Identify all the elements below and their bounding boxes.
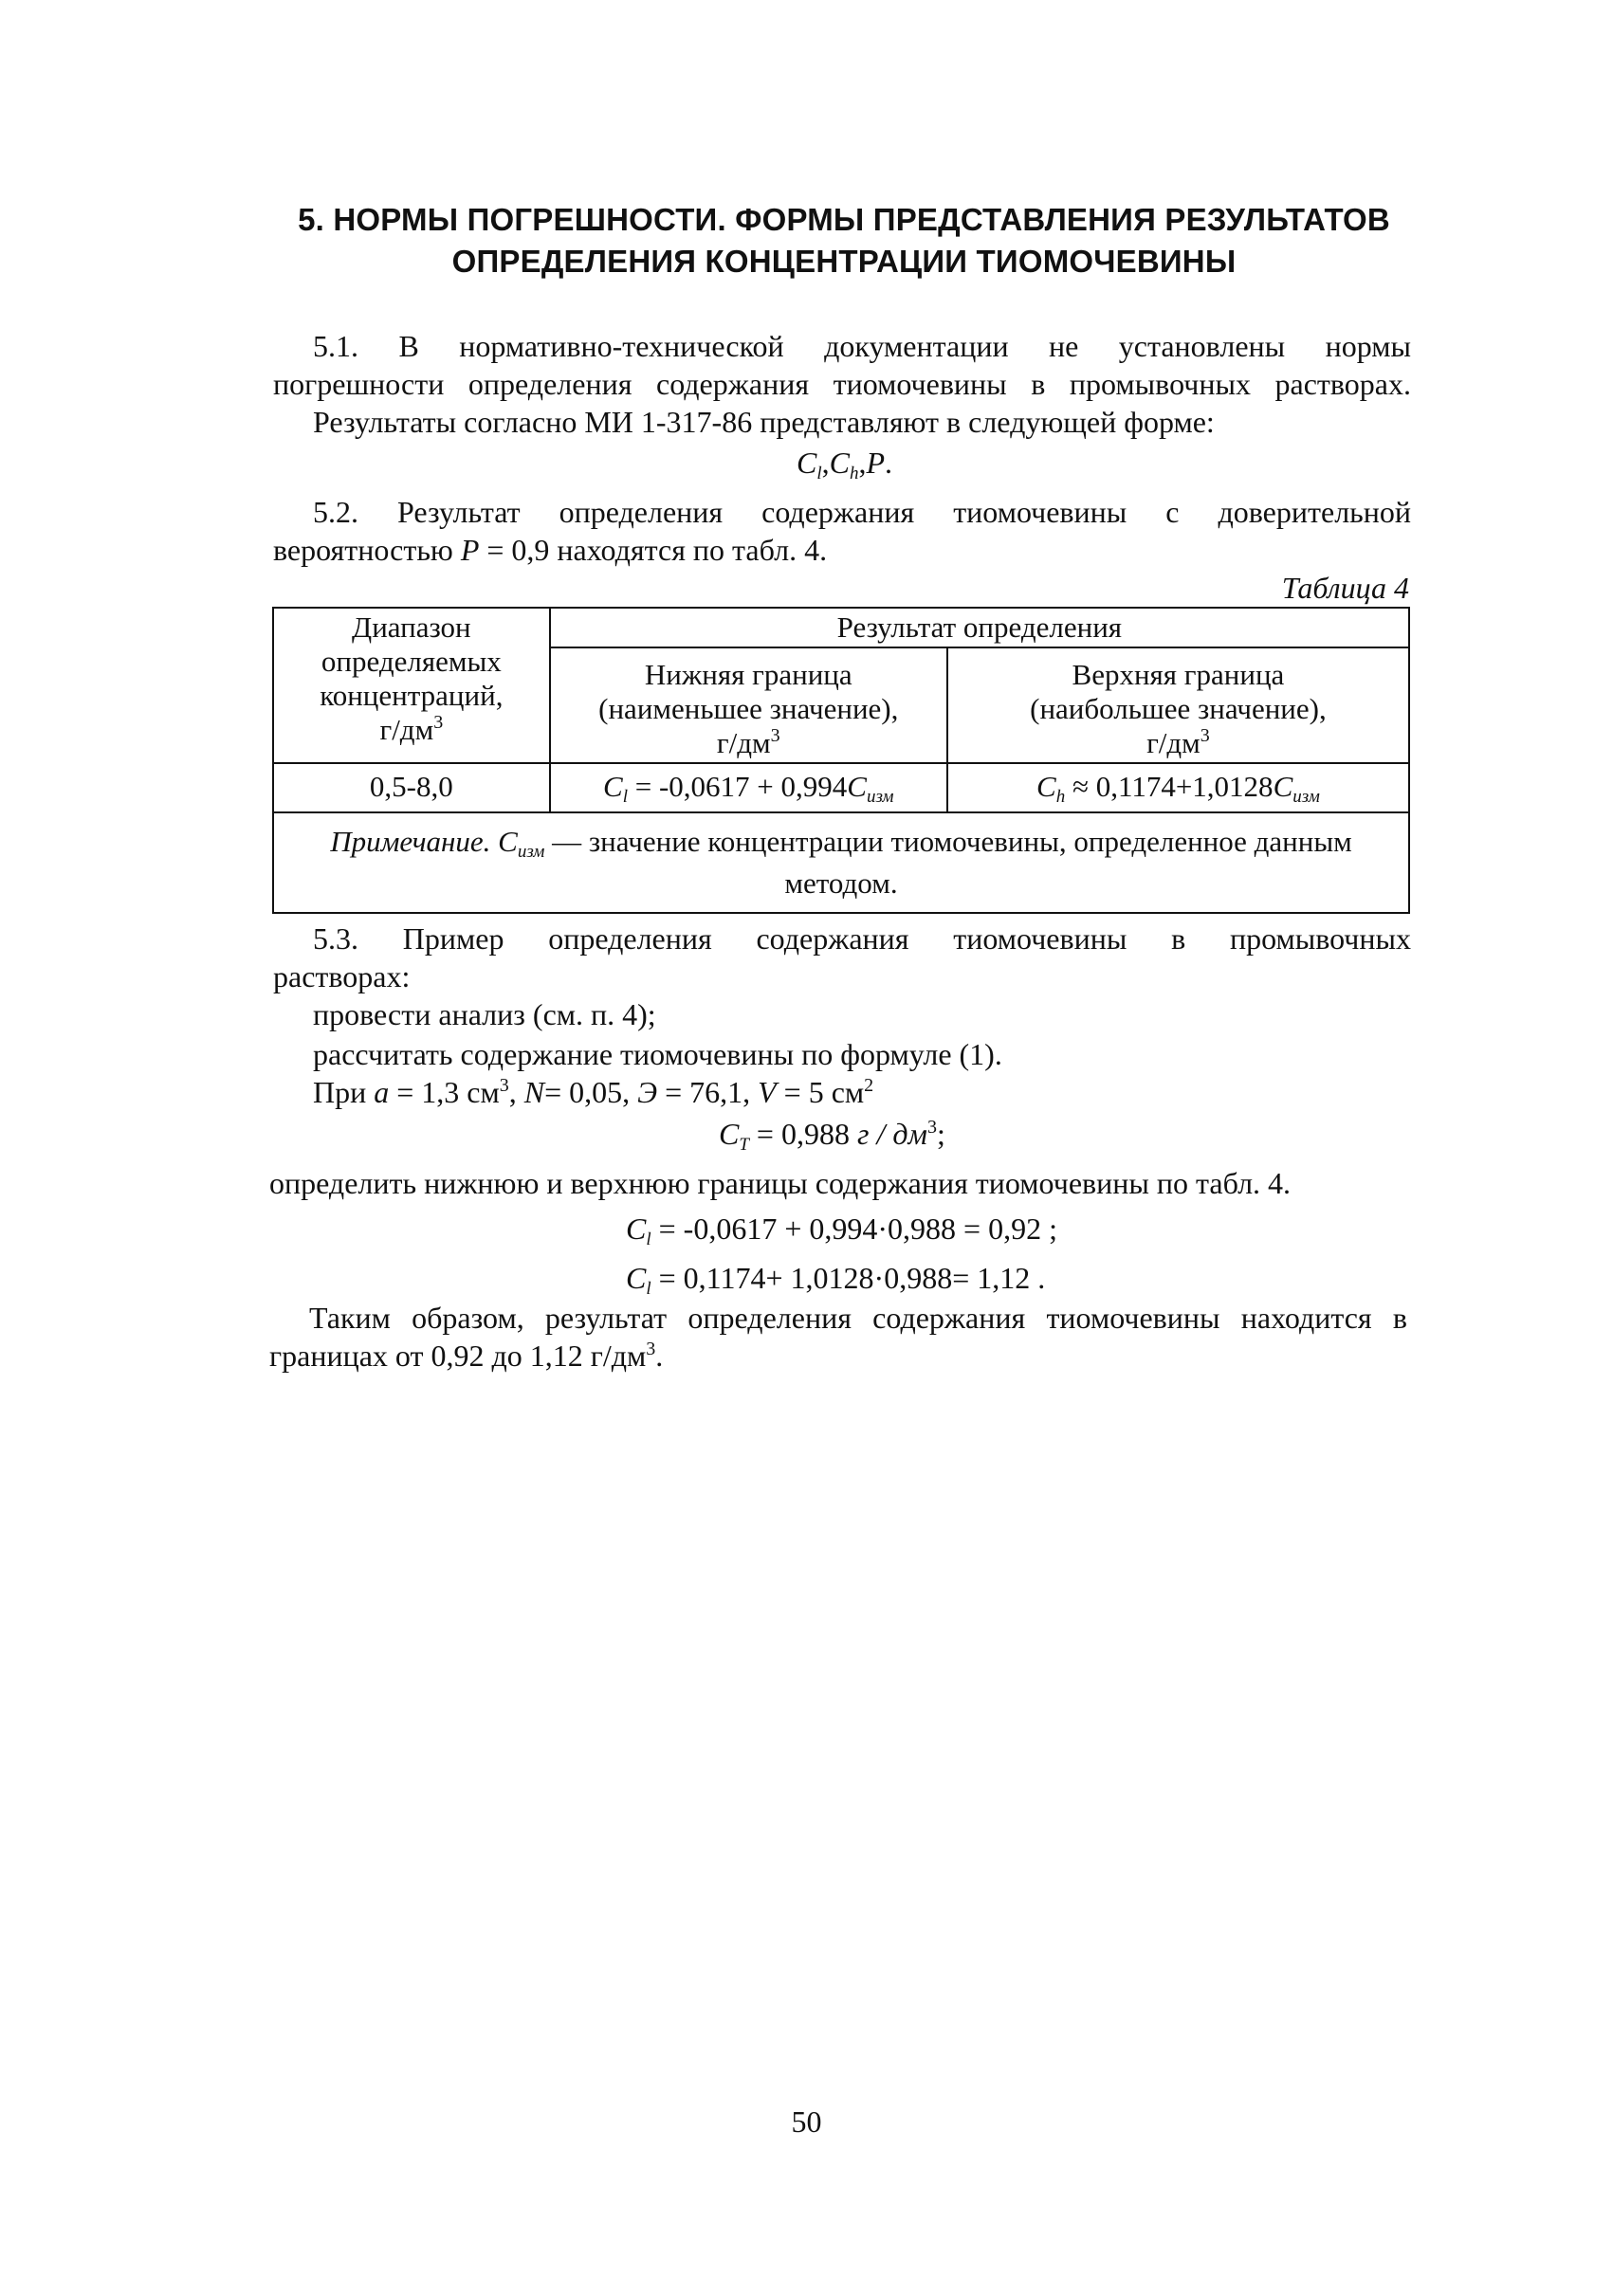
header-range: Диапазон определяемых концентраций, $г/дм^3$ [273,608,550,763]
cell-upper-formula: $C_h \approx 0,1174+1,0128C_{изм}$ [947,763,1409,812]
cell-lower-formula: $C_l = -0,0617 + 0,994C_{изм}$ [550,763,947,812]
p51-line-3: Результаты согласно МИ 1-317-86 представляют в следующей форме: [313,405,1215,439]
formula-ct: $C_T = 0,988$ г / $дм^3$; [719,1117,945,1155]
header-upper-bound: Верхняя граница (наибольшее значение), $г/дм^3$ [947,647,1409,763]
paragraph-5-3 [273,920,1411,995]
formula-result-form: $C_l,C_h,P$. [797,446,893,483]
header-result-group: Результат определения [550,608,1409,647]
heading-line-1: 5. НОРМЫ ПОГРЕШНОСТИ. ФОРМЫ ПРЕДСТАВЛЕНИЯ РЕЗУЛЬТАТОВ [298,202,1390,237]
p53-line-3: провести анализ (см. п. 4); [313,997,656,1031]
p53-line-2: растворах: [273,959,411,993]
p53-line-bounds: определить нижнюю и верхнюю границы содержания тиомочевины по табл. 4. [269,1166,1292,1200]
p52-line-1: 5.2. Результат определения содержания тиомочевины с доверительной [313,495,1411,529]
conclusion-line-2: границах от 0,92 до 1,12 $г/дм^3$. [269,1339,664,1373]
p52-line-2: вероятностью P = 0,9 находятся по табл. 4. [273,533,828,567]
table-row [273,763,1409,812]
p51-line-1: 5.1. В нормативно-технической документации не установлены нормы [313,329,1411,363]
p53-conditions: При a = 1,3 $см^3$, N= 0,05, Э = 76,1, V = 5 $см^2$ [313,1075,874,1109]
conclusion-paragraph [269,1299,1407,1375]
formula-upper-bound: $C_l = 0,1174+ 1,0128\cdot 0,988= 1,12$ . [626,1261,1046,1299]
table-caption: Таблица 4 [1281,571,1409,605]
p53-line-1: 5.3. Пример определения содержания тиомочевины в промывочных [313,921,1411,956]
p51-line-2: погрешности определения содержания тиомочевины в промывочных растворах. [273,367,1411,401]
formula-lower-bound: $C_l = -0,0617 + 0,994\cdot 0,988 = 0,92$ ; [626,1212,1057,1249]
heading-line-2: ОПРЕДЕЛЕНИЯ КОНЦЕНТРАЦИИ ТИОМОЧЕВИНЫ [451,244,1237,279]
cell-range: 0,5-8,0 [273,763,550,812]
paragraph-5-2 [273,493,1411,569]
section-heading [266,199,1422,282]
p53-line-4: рассчитать содержание тиомочевины по формуле (1). [313,1037,1002,1071]
table-4 [272,607,1410,914]
page-number: 50 [791,2105,822,2139]
header-lower-bound: Нижняя граница (наименьшее значение), $г/дм^3$ [550,647,947,763]
paragraph-5-1 [273,327,1411,403]
conclusion-line-1: Таким образом, результат определения содержания тиомочевины находится в [309,1301,1407,1335]
table-note: Примечание. $C_{изм}$ — значение концентрации тиомочевины, определенное данным методом. [273,812,1409,913]
